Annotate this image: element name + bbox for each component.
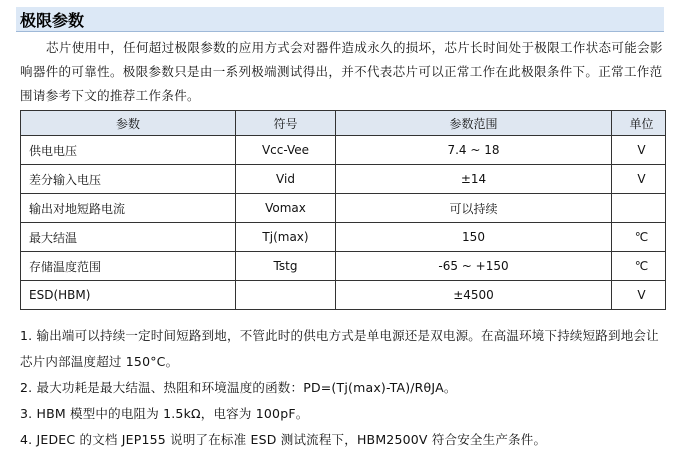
cell-param: 存储温度范围	[21, 252, 236, 281]
header-symbol: 符号	[236, 111, 336, 136]
section-header	[16, 7, 664, 32]
table-row	[21, 252, 666, 281]
cell-range: 7.4 ~ 18	[336, 136, 612, 165]
intro-text: 芯片使用中，任何超过极限参数的应用方式会对器件造成永久的损坏，芯片长时间处于极限工作状态可能会影响器件的可靠性。极限参数只是由一系列极端测试得出，并不代表芯片可以正常工作在此极限条件下。正常工作范围请参考下文的推荐工作条件。	[20, 40, 663, 103]
cell-symbol: Vcc-Vee	[236, 136, 336, 165]
cell-symbol	[236, 281, 336, 310]
cell-range: 可以持续	[336, 194, 612, 223]
cell-symbol: Vid	[236, 165, 336, 194]
cell-symbol: Vomax	[236, 194, 336, 223]
header-unit: 单位	[612, 111, 666, 136]
table-row	[21, 136, 666, 165]
cell-range: 150	[336, 223, 612, 252]
header-range: 参数范围	[336, 111, 612, 136]
intro-paragraph	[20, 36, 664, 108]
note-item: 3. HBM 模型中的电阻为 1.5kΩ，电容为 100pF。	[20, 406, 309, 421]
notes-list	[20, 323, 670, 453]
cell-unit: V	[612, 136, 666, 165]
table-row	[21, 223, 666, 252]
cell-param: 差分输入电压	[21, 165, 236, 194]
table-row	[21, 194, 666, 223]
note-item: 1. 输出端可以持续一定时间短路到地，不管此时的供电方式是单电源还是双电源。在高温环境下持续短路到地会让芯片内部温度超过 150°C。	[20, 328, 659, 369]
table-header-row	[21, 111, 666, 136]
cell-param: 最大结温	[21, 223, 236, 252]
cell-range: -65 ~ +150	[336, 252, 612, 281]
cell-param: ESD(HBM)	[21, 281, 236, 310]
table-row	[21, 165, 666, 194]
header-param: 参数	[21, 111, 236, 136]
cell-unit	[612, 194, 666, 223]
cell-symbol: Tstg	[236, 252, 336, 281]
cell-unit: V	[612, 281, 666, 310]
section-title: 极限参数	[20, 11, 85, 30]
table-row	[21, 281, 666, 310]
cell-param: 供电电压	[21, 136, 236, 165]
cell-unit: ℃	[612, 223, 666, 252]
cell-unit: V	[612, 165, 666, 194]
cell-symbol: Tj(max)	[236, 223, 336, 252]
note-item: 2. 最大功耗是最大结温、热阻和环境温度的函数：PD=(Tj(max)-TA)/RθJA。	[20, 380, 457, 395]
note-item: 4. JEDEC 的文档 JEP155 说明了在标准 ESD 测试流程下，HBM2500V 符合安全生产条件。	[20, 432, 547, 447]
cell-param: 输出对地短路电流	[21, 194, 236, 223]
cell-range: ±4500	[336, 281, 612, 310]
cell-range: ±14	[336, 165, 612, 194]
absolute-max-ratings-table	[20, 110, 666, 310]
cell-unit: ℃	[612, 252, 666, 281]
